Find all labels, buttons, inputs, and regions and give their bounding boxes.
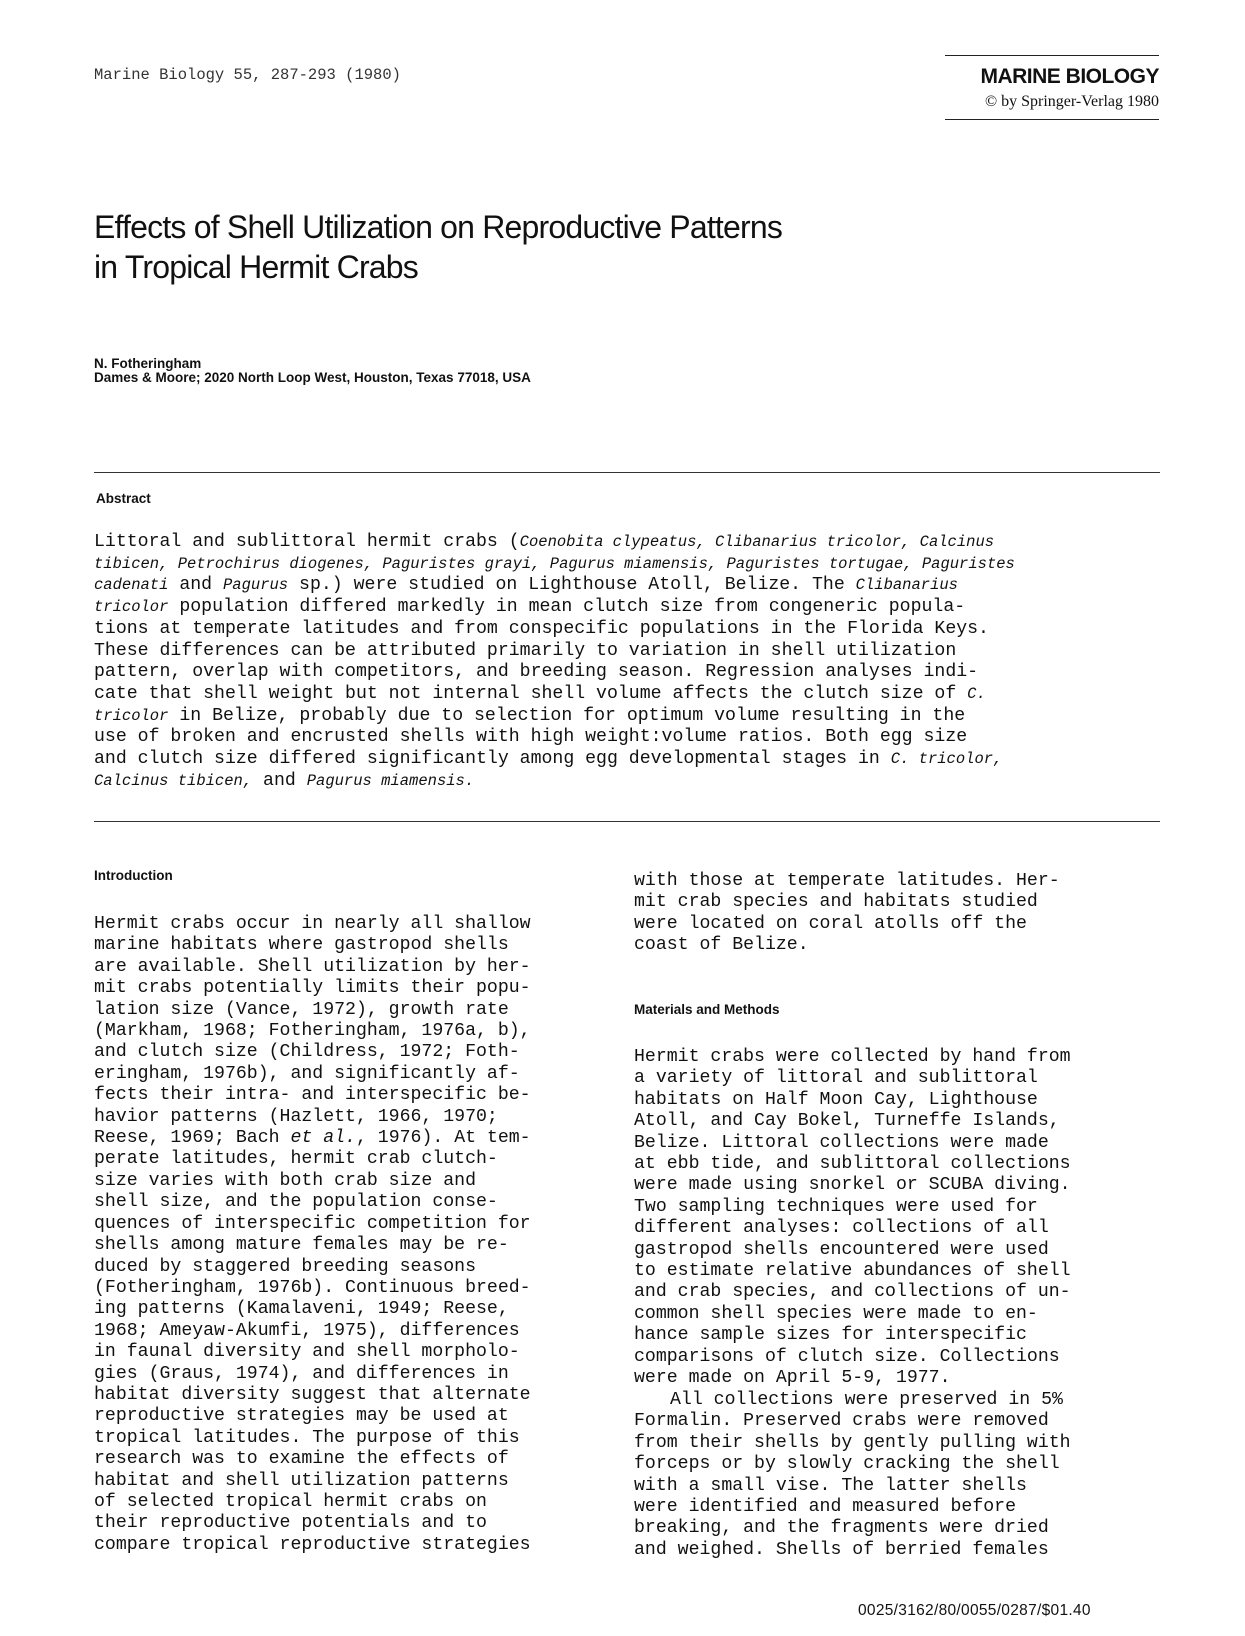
text-run: All collections were preserved in 5% — [670, 1390, 1063, 1410]
materials-methods-p1-line — [634, 1154, 1164, 1175]
materials-methods-p1-line — [634, 1325, 1164, 1346]
text-run: mit crab species and habitats studied — [634, 892, 1038, 913]
materials-methods-p2-line — [634, 1433, 1164, 1454]
materials-methods-p2-line — [634, 1390, 1164, 1411]
introduction-line — [94, 1513, 614, 1534]
introduction-line — [94, 1385, 614, 1406]
footer-code: 0025/3162/80/0055/0287/$01.40 — [858, 1602, 1091, 1619]
text-run: pattern, overlap with competitors, and breeding season. Regression analyses indi- — [94, 662, 979, 683]
abstract-line — [94, 749, 1164, 771]
text-run: (Markham, 1968; Fotheringham, 1976a, b), — [94, 1021, 531, 1042]
italic-run: Clibanarius — [855, 576, 958, 595]
abstract-rule-bottom — [94, 821, 1160, 822]
introduction-line — [94, 1321, 614, 1342]
introduction-line — [94, 914, 614, 935]
text-run: mit crabs potentially limits their popu- — [94, 978, 531, 999]
text-run: shell size, and the population conse- — [94, 1192, 498, 1213]
text-run: in Belize, probably due to selection for optimum volume resulting in the — [168, 705, 966, 726]
abstract-line — [94, 532, 1164, 554]
text-run: and — [252, 770, 307, 791]
text-run: duced by staggered breeding seasons — [94, 1256, 476, 1277]
introduction-body — [94, 914, 614, 1556]
text-run: shells among mature females may be re- — [94, 1235, 509, 1256]
introduction-line — [94, 1428, 614, 1449]
text-run: Hermit crabs were collected by hand from — [634, 1047, 1071, 1067]
text-run: of selected tropical hermit crabs on — [94, 1491, 487, 1512]
text-run: Reese, 1969; Bach — [94, 1128, 291, 1149]
text-run: are available. Shell utilization by her- — [94, 956, 531, 977]
text-run: hance sample sizes for interspecific — [634, 1325, 1027, 1346]
text-run: eringham, 1976b), and significantly af- — [94, 1063, 520, 1084]
text-run: compare tropical reproductive strategies — [94, 1534, 531, 1555]
text-run: with those at temperate latitudes. Her- — [634, 871, 1060, 891]
text-run: habitat diversity suggest that alternate — [94, 1384, 531, 1405]
text-run: different analyses: collections of all — [634, 1218, 1049, 1239]
introduction-line — [94, 957, 614, 978]
text-run: sp.) were studied on Lighthouse Atoll, Belize. The — [288, 575, 856, 596]
materials-methods-p1-line — [634, 1090, 1164, 1111]
text-run: reproductive strategies may be used at — [94, 1406, 509, 1427]
text-run: Formalin. Preserved crabs were removed — [634, 1411, 1049, 1432]
text-run: a variety of littoral and sublittoral — [634, 1068, 1038, 1089]
materials-methods-p1-line — [634, 1304, 1164, 1325]
text-run: gies (Graus, 1974), and differences in — [94, 1363, 509, 1384]
introduction-line — [94, 1021, 614, 1042]
text-run: were made using snorkel or SCUBA diving. — [634, 1175, 1071, 1196]
materials-methods-p1-line — [634, 1068, 1164, 1089]
abstract-line — [94, 619, 1164, 641]
text-run: from their shells by gently pulling with — [634, 1432, 1071, 1453]
introduction-line — [94, 1235, 614, 1256]
text-run: quences of interspecific competition for — [94, 1213, 531, 1234]
text-run: coast of Belize. — [634, 935, 809, 956]
materials-methods-heading: Materials and Methods — [634, 1002, 780, 1017]
introduction-line — [94, 1042, 614, 1063]
introduction-continuation-line — [634, 935, 1164, 956]
text-run: were located on coral atolls off the — [634, 913, 1027, 934]
text-run: Belize. Littoral collections were made — [634, 1132, 1049, 1153]
text-run: Littoral and sublittoral hermit crabs ( — [94, 532, 520, 552]
introduction-continuation-line — [634, 914, 1164, 935]
abstract-line — [94, 641, 1164, 663]
introduction-line — [94, 1214, 614, 1235]
text-run: common shell species were made to en- — [634, 1303, 1038, 1324]
text-run: use of broken and encrusted shells with high weight:volume ratios. Both egg size — [94, 727, 968, 748]
materials-methods-p1-line — [634, 1175, 1164, 1196]
materials-methods-p2-line — [634, 1454, 1164, 1475]
introduction-line — [94, 1364, 614, 1385]
materials-methods-p1-line — [634, 1197, 1164, 1218]
text-run: to estimate relative abundances of shell — [634, 1261, 1071, 1282]
text-run: were made on April 5-9, 1977. — [634, 1368, 951, 1389]
abstract-body — [94, 532, 1164, 792]
author: N. Fotheringham — [94, 356, 202, 371]
text-run: tropical latitudes. The purpose of this — [94, 1427, 520, 1448]
abstract-line — [94, 684, 1164, 706]
text-run: Hermit crabs occur in nearly all shallow — [94, 914, 531, 934]
introduction-line — [94, 1085, 614, 1106]
abstract-heading: Abstract — [96, 491, 151, 506]
introduction-line — [94, 935, 614, 956]
introduction-line — [94, 1107, 614, 1128]
italic-run: cadenati — [94, 576, 169, 595]
materials-methods-paragraph-2 — [634, 1390, 1164, 1561]
introduction-continuation-line — [634, 871, 1164, 892]
materials-methods-p1-line — [634, 1240, 1164, 1261]
text-run: habitat and shell utilization patterns — [94, 1470, 509, 1491]
abstract-line — [94, 662, 1164, 684]
introduction-continuation-line — [634, 892, 1164, 913]
text-run: Two sampling techniques were used for — [634, 1196, 1038, 1217]
text-run: breaking, and the fragments were dried — [634, 1518, 1049, 1539]
journal-name: MARINE BIOLOGY — [980, 65, 1159, 88]
materials-methods-paragraph-1 — [634, 1047, 1164, 1390]
materials-methods-p1-line — [634, 1282, 1164, 1303]
introduction-heading: Introduction — [94, 868, 173, 883]
abstract-line — [94, 554, 1164, 576]
materials-methods-p1-line — [634, 1218, 1164, 1239]
text-run: 1968; Ameyaw-Akumfi, 1975), differences — [94, 1320, 520, 1341]
italic-run: tibicen, Petrochirus diogenes, Paguristes grayi, Pagurus miamensis, Paguristes tortugae, Paguristes — [94, 554, 1015, 573]
text-run: and clutch size (Childress, 1972; Foth- — [94, 1042, 520, 1063]
introduction-line — [94, 1299, 614, 1320]
materials-methods-p2-line — [634, 1476, 1164, 1497]
abstract-line — [94, 706, 1164, 728]
text-run: in faunal diversity and shell morpholo- — [94, 1342, 520, 1363]
text-run: research was to examine the effects of — [94, 1449, 509, 1470]
text-run: Atoll, and Cay Bokel, Turneffe Islands, — [634, 1111, 1060, 1132]
abstract-rule-top — [94, 472, 1160, 473]
text-run: cate that shell weight but not internal shell volume affects the clutch size of — [94, 683, 968, 704]
materials-methods-p1-line — [634, 1047, 1164, 1068]
abstract-line — [94, 771, 1164, 793]
introduction-line — [94, 1257, 614, 1278]
italic-run: C. — [967, 684, 986, 703]
introduction-line — [94, 978, 614, 999]
italic-run: Pagurus miamensis. — [306, 771, 475, 790]
text-run: habitats on Half Moon Cay, Lighthouse — [634, 1089, 1038, 1110]
text-run: (Fotheringham, 1976b). Continuous breed- — [94, 1277, 531, 1298]
title-line-2: in Tropical Hermit Crabs — [94, 249, 419, 285]
abstract-line — [94, 727, 1164, 749]
materials-methods-p2-line — [634, 1540, 1164, 1561]
materials-methods-p1-line — [634, 1368, 1164, 1389]
introduction-line — [94, 1064, 614, 1085]
text-run: ing patterns (Kamalaveni, 1949; Reese, — [94, 1299, 509, 1320]
text-run: These differences can be attributed primarily to variation in shell utilization — [94, 640, 957, 661]
materials-methods-p1-line — [634, 1347, 1164, 1368]
introduction-line — [94, 1149, 614, 1170]
text-run: lation size (Vance, 1972), growth rate — [94, 999, 509, 1020]
introduction-line — [94, 1471, 614, 1492]
text-run: perate latitudes, hermit crab clutch- — [94, 1149, 498, 1170]
text-run: havior patterns (Hazlett, 1966, 1970; — [94, 1106, 498, 1127]
materials-methods-p1-line — [634, 1133, 1164, 1154]
title-line-1: Effects of Shell Utilization on Reproductive Patterns — [94, 209, 783, 245]
italic-run: tricolor — [94, 598, 169, 617]
text-run: tions at temperate latitudes and from conspecific populations in the Florida Keys. — [94, 618, 989, 639]
text-run: were identified and measured before — [634, 1497, 1016, 1518]
italic-run: tricolor — [94, 706, 169, 725]
introduction-line — [94, 1342, 614, 1363]
text-run: with a small vise. The latter shells — [634, 1475, 1027, 1496]
italic-run: Pagurus — [223, 576, 289, 595]
text-run: and weighed. Shells of berried females — [634, 1539, 1049, 1560]
materials-methods-p2-line — [634, 1497, 1164, 1518]
materials-methods-p2-line — [634, 1411, 1164, 1432]
introduction-line — [94, 1192, 614, 1213]
abstract-line — [94, 575, 1164, 597]
text-run: at ebb tide, and sublittoral collections — [634, 1154, 1071, 1175]
text-run: forceps or by slowly cracking the shell — [634, 1454, 1060, 1475]
text-run: gastropod shells encountered were used — [634, 1239, 1049, 1260]
text-run: and crab species, and collections of un- — [634, 1282, 1071, 1303]
introduction-line — [94, 1171, 614, 1192]
introduction-continuation — [634, 871, 1164, 957]
italic-run: Calcinus tibicen, — [94, 771, 253, 790]
italic-run: et al. — [290, 1128, 356, 1149]
materials-methods-p1-line — [634, 1111, 1164, 1132]
abstract-line — [94, 597, 1164, 619]
introduction-line — [94, 1000, 614, 1021]
introduction-line — [94, 1278, 614, 1299]
text-run: their reproductive potentials and to — [94, 1513, 487, 1534]
text-run: comparisons of clutch size. Collections — [634, 1346, 1060, 1367]
text-run: and — [168, 575, 223, 596]
affiliation: Dames & Moore; 2020 North Loop West, Houston, Texas 77018, USA — [94, 370, 531, 385]
article-title — [94, 207, 994, 287]
copyright: © by Springer-Verlag 1980 — [984, 93, 1159, 110]
introduction-line — [94, 1492, 614, 1513]
introduction-line — [94, 1128, 614, 1149]
introduction-line — [94, 1535, 614, 1556]
materials-methods-p1-line — [634, 1261, 1164, 1282]
introduction-line — [94, 1449, 614, 1470]
citation: Marine Biology 55, 287-293 (1980) — [94, 66, 401, 84]
journal-box — [945, 55, 1159, 120]
introduction-line — [94, 1406, 614, 1427]
materials-methods-p2-line — [634, 1518, 1164, 1539]
text-run: marine habitats where gastropod shells — [94, 935, 509, 956]
text-run: and clutch size differed significantly among egg developmental stages in — [94, 749, 891, 770]
text-run: , 1976). At tem- — [355, 1128, 531, 1149]
text-run: population differed markedly in mean clutch size from congeneric popula- — [168, 597, 966, 618]
text-run: size varies with both crab size and — [94, 1170, 476, 1191]
text-run: fects their intra- and interspecific be- — [94, 1085, 531, 1106]
italic-run: C. tricolor, — [890, 750, 1003, 769]
italic-run: Coenobita clypeatus, Clibanarius tricolor, Calcinus — [519, 533, 995, 551]
